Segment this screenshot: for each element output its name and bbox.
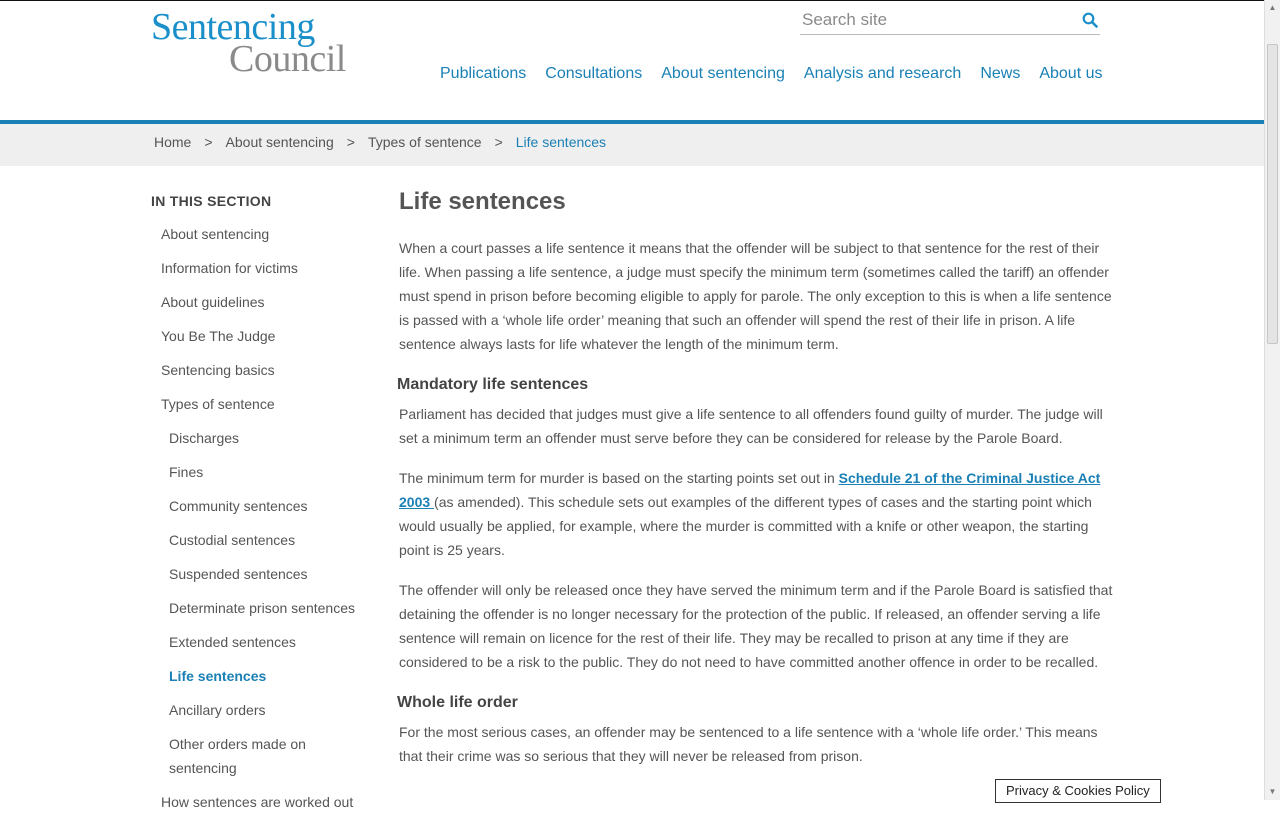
logo-line-2: Council bbox=[229, 38, 346, 80]
nav-publications[interactable]: Publications bbox=[440, 65, 527, 82]
sidebar-heading: IN THIS SECTION bbox=[151, 193, 272, 209]
nav-consultations[interactable]: Consultations bbox=[545, 65, 643, 82]
sidebar-item-types-of-sentence[interactable]: Types of sentence bbox=[161, 396, 275, 412]
section-sidebar bbox=[151, 193, 381, 824]
intro-paragraph: When a court passes a life sentence it means that the offender will be subject to that sentence for the rest of their life. When passing a life sentence, a judge must specify the minimum term (sometimes called the tariff) an offender must spend in prison before becoming eligible to apply for parole. The only exception to this is when a life sentence is passed with a ‘whole life order’ meaning that such an offender will spend the rest of their life in prison. A life sentence always lasts for life whatever the length of the minimum term. bbox=[399, 240, 1112, 352]
window-top-border bbox=[0, 0, 1264, 1]
sidebar-item-ancillary-orders[interactable]: Ancillary orders bbox=[169, 702, 266, 718]
nav-about-sentencing[interactable]: About sentencing bbox=[661, 65, 785, 82]
search-box bbox=[800, 8, 1100, 35]
nav-analysis-and-research[interactable]: Analysis and research bbox=[803, 65, 962, 82]
scroll-up-icon[interactable]: ▲ bbox=[1268, 3, 1277, 12]
sidebar-item-determinate-prison-sentences[interactable]: Determinate prison sentences bbox=[169, 600, 355, 616]
nav-about-us[interactable]: About us bbox=[1039, 65, 1103, 82]
breadcrumb-separator: > bbox=[494, 134, 503, 150]
sidebar-item-life-sentences[interactable]: Life sentences bbox=[169, 668, 267, 684]
sidebar-item-about-sentencing[interactable]: About sentencing bbox=[161, 226, 270, 242]
main-nav bbox=[440, 65, 1121, 83]
sidebar-item-community-sentences[interactable]: Community sentences bbox=[169, 498, 308, 514]
minimum-term-text-before: The minimum term for murder is based on the starting points set out in bbox=[399, 470, 839, 486]
page-title: Life sentences bbox=[399, 188, 566, 215]
scroll-down-icon[interactable]: ▼ bbox=[1268, 787, 1277, 796]
sidebar-item-you-be-the-judge[interactable]: You Be The Judge bbox=[161, 328, 276, 344]
sidebar-item-extended-sentences[interactable]: Extended sentences bbox=[169, 634, 296, 650]
sidebar-item-fines[interactable]: Fines bbox=[169, 464, 204, 480]
heading-whole-life-order: Whole life order bbox=[397, 694, 518, 711]
main-content bbox=[399, 188, 1114, 784]
logo-line-1: Sentencing bbox=[151, 6, 315, 48]
heading-mandatory-life-sentences: Mandatory life sentences bbox=[397, 376, 589, 393]
breadcrumb-types-of-sentence[interactable]: Types of sentence bbox=[367, 134, 482, 150]
breadcrumb-current: Life sentences bbox=[515, 134, 607, 150]
breadcrumb-separator: > bbox=[346, 134, 355, 150]
sidebar-item-how-sentences-are-worked-out[interactable]: How sentences are worked out bbox=[161, 794, 354, 810]
sidebar-item-about-guidelines[interactable]: About guidelines bbox=[161, 294, 265, 310]
sidebar-item-suspended-sentences[interactable]: Suspended sentences bbox=[169, 566, 308, 582]
sidebar-item-other-orders[interactable]: Other orders made on sentencing bbox=[169, 736, 306, 776]
sidebar-item-information-for-victims[interactable]: Information for victims bbox=[161, 260, 298, 276]
search-icon[interactable] bbox=[1082, 12, 1098, 28]
search-input[interactable] bbox=[800, 8, 1072, 32]
vertical-scrollbar[interactable] bbox=[1264, 0, 1280, 800]
sidebar-item-discharges[interactable]: Discharges bbox=[169, 430, 240, 446]
nav-news[interactable]: News bbox=[980, 65, 1021, 82]
breadcrumb-separator: > bbox=[204, 134, 213, 150]
minimum-term-paragraph bbox=[399, 466, 1114, 562]
sidebar-item-custodial-sentences[interactable]: Custodial sentences bbox=[169, 532, 296, 548]
scrollbar-thumb[interactable] bbox=[1267, 44, 1278, 344]
breadcrumb bbox=[154, 134, 606, 150]
whole-life-paragraph: For the most serious cases, an offender may be sentenced to a life sentence with a ‘whole life order.’ This means that their crime was so serious that they will never be released from prison. bbox=[399, 724, 1098, 764]
mandatory-paragraph: Parliament has decided that judges must give a life sentence to all offenders found guilty of murder. The judge will set a minimum term an offender must serve before they can be considered for release by the Parole Board. bbox=[399, 406, 1103, 446]
breadcrumb-home[interactable]: Home bbox=[154, 134, 192, 150]
release-paragraph: The offender will only be released once they have served the minimum term and if the Parole Board is satisfied that detaining the offender is no longer necessary for the protection of the public. If released, an offender serving a life sentence will remain on licence for the rest of their life. They may be recalled to prison at any time if they are considered to be a risk to the public. They do not need to have committed another offence in order to be recalled. bbox=[399, 582, 1113, 670]
privacy-cookies-button[interactable]: Privacy & Cookies Policy bbox=[995, 779, 1161, 803]
minimum-term-text-after: (as amended). This schedule sets out examples of the different types of cases and the starting point which would usually be applied, for example, where the murder is committed with a knife or other weapon, the starting point is 25 years. bbox=[399, 494, 1092, 558]
site-logo[interactable] bbox=[151, 8, 346, 78]
schedule-21-link[interactable]: Schedule 21 of the Criminal Justice Act 2003 bbox=[399, 470, 1101, 510]
sidebar-item-sentencing-basics[interactable]: Sentencing basics bbox=[161, 362, 275, 378]
breadcrumb-about-sentencing[interactable]: About sentencing bbox=[225, 134, 334, 150]
